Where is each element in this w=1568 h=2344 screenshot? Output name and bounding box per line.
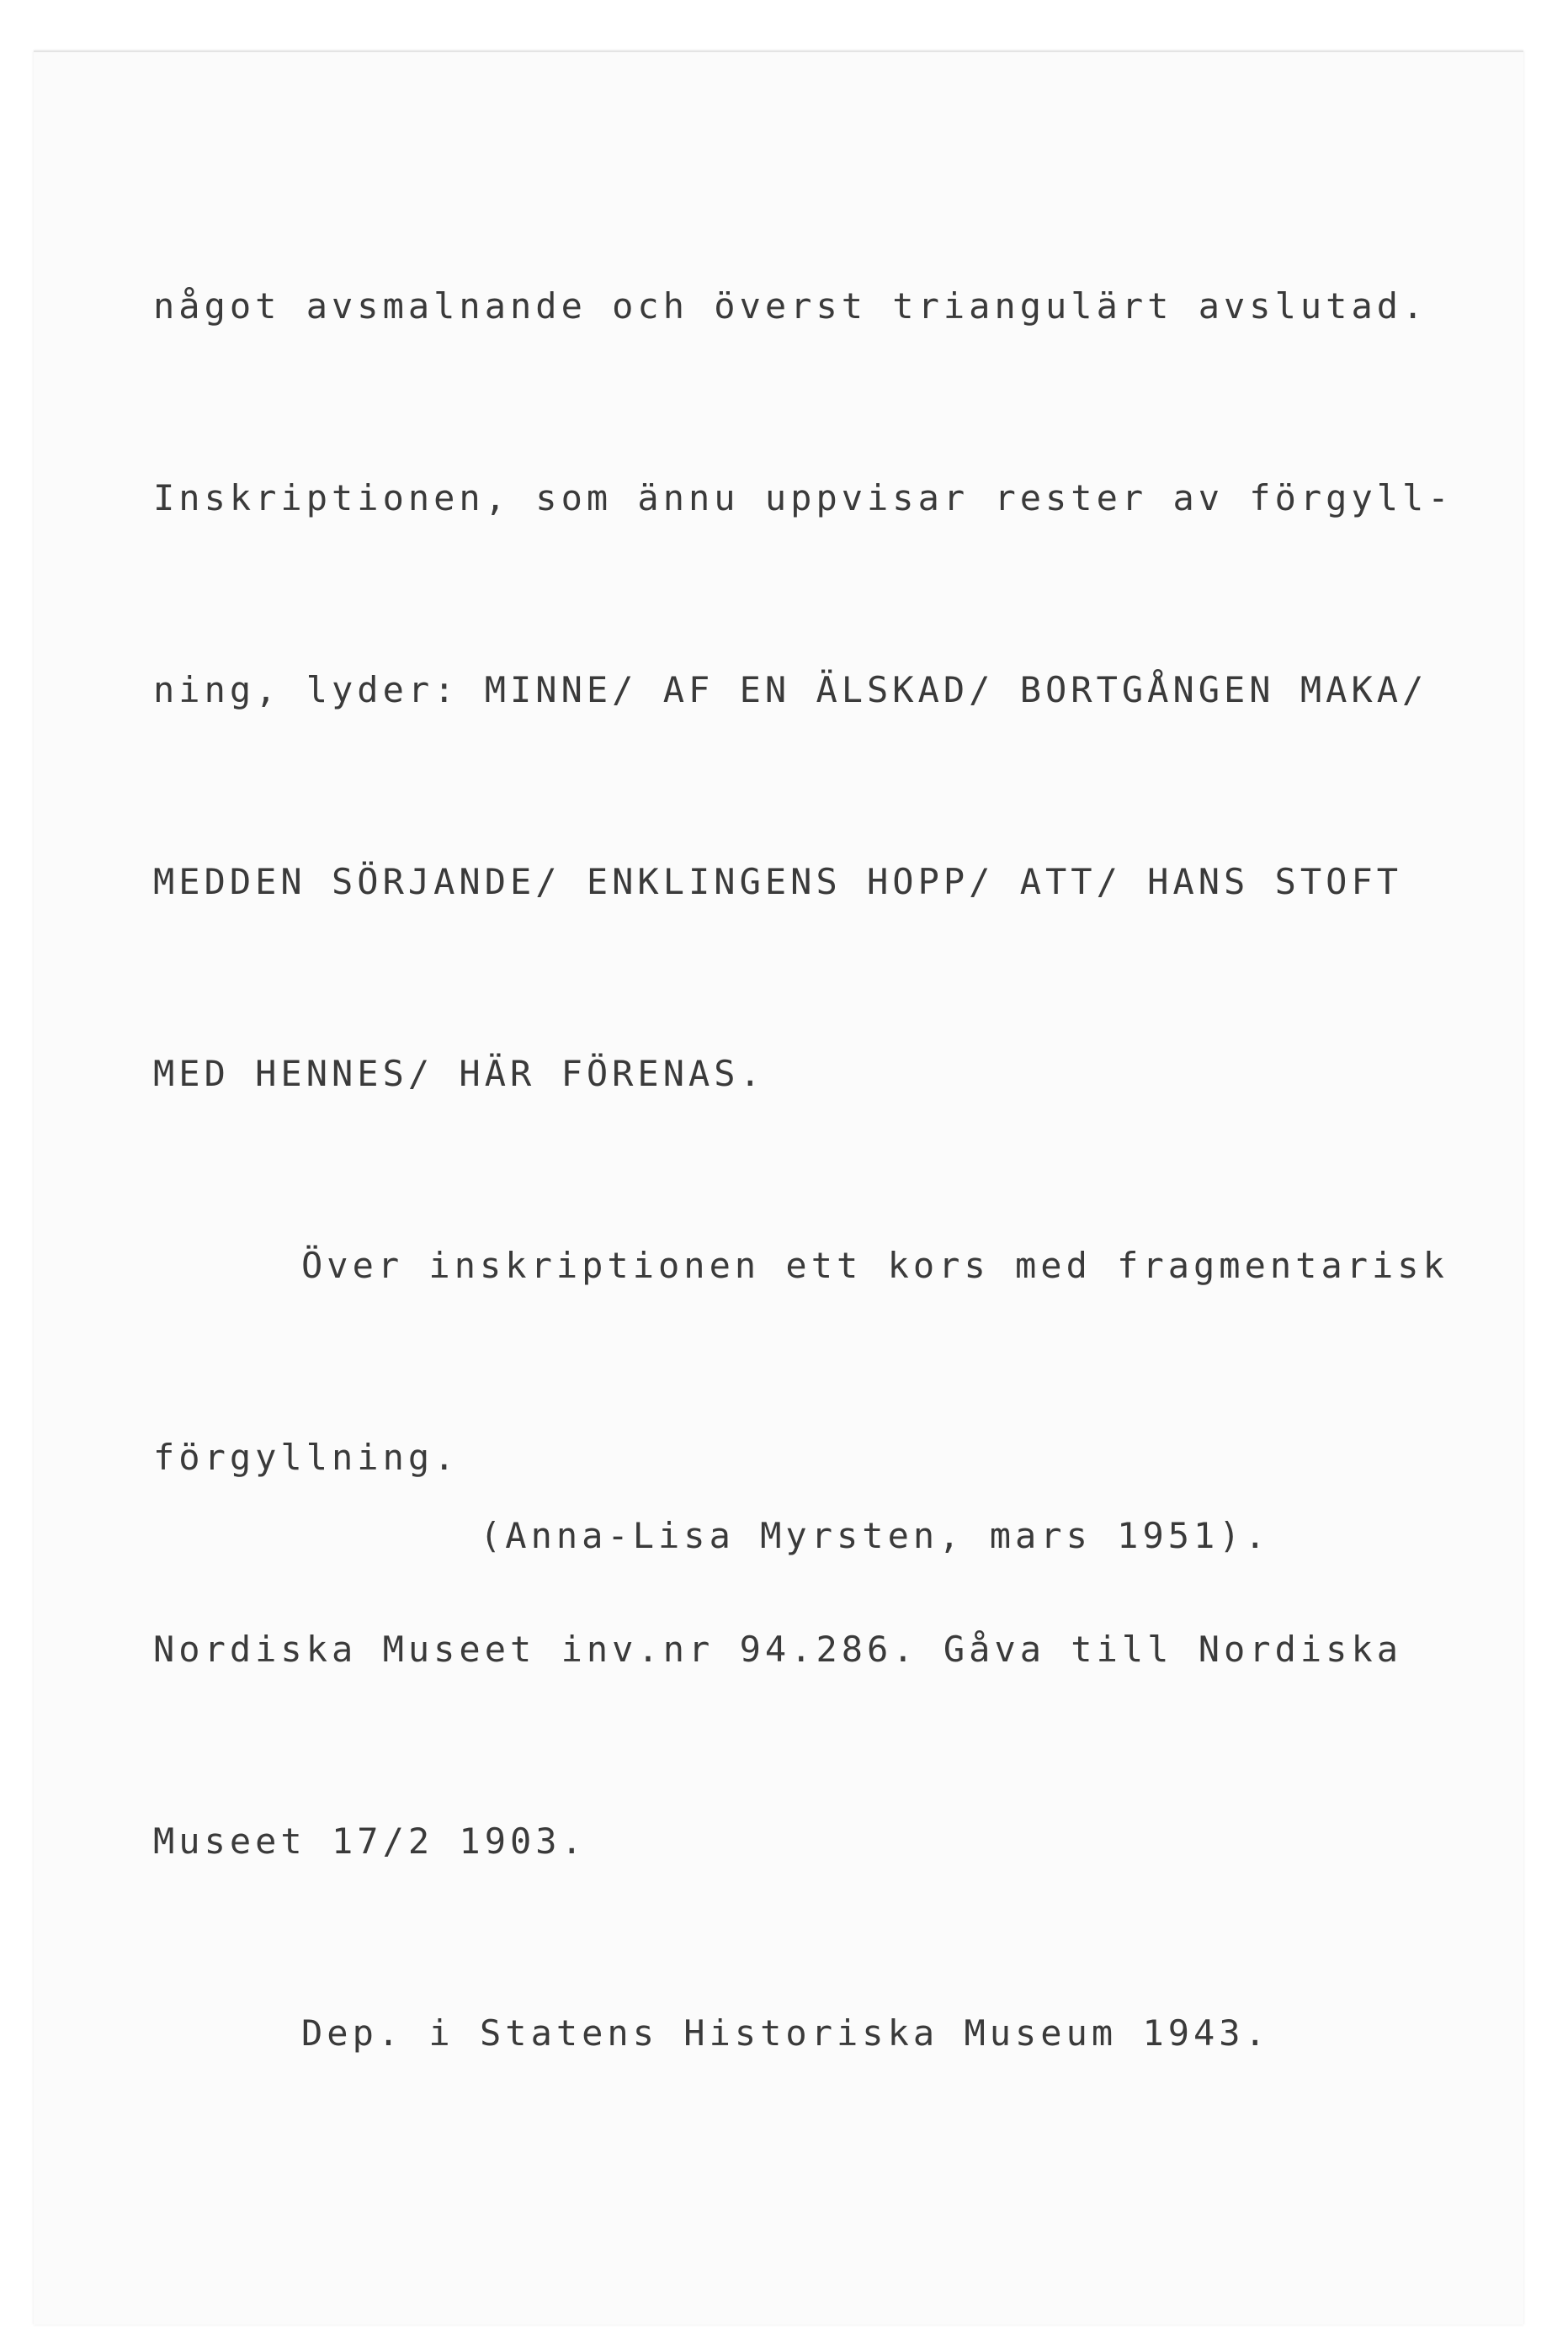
text-line: MEDDEN SÖRJANDE/ ENKLINGENS HOPP/ ATT/ HANS STOFT [153, 861, 1403, 902]
text-line: Dep. i Statens Historiska Museum 1943. [301, 2012, 1270, 2054]
text-line: något avsmalnande och överst triangulärt avslutad. [153, 285, 1428, 327]
text-line: förgyllning. [153, 1437, 460, 1478]
text-line: Inskriptionen, som ännu uppvisar rester av förgyll- [153, 477, 1454, 518]
text-line: MED HENNES/ HÄR FÖRENAS. [153, 1053, 765, 1094]
document-page [34, 50, 1523, 2325]
text-line: Över inskriptionen ett kors med fragmentarisk [301, 1245, 1448, 1286]
document-body [153, 146, 1454, 2193]
signature-line: (Anna-Lisa Myrsten, mars 1951). [480, 1515, 1270, 1556]
text-line: ning, lyder: MINNE/ AF EN ÄLSKAD/ BORTGÅNGEN MAKA/ [153, 669, 1428, 710]
text-line: Nordiska Museet inv.nr 94.286. Gåva till Nordiska [153, 1629, 1403, 1670]
text-line: Museet 17/2 1903. [153, 1820, 587, 1862]
